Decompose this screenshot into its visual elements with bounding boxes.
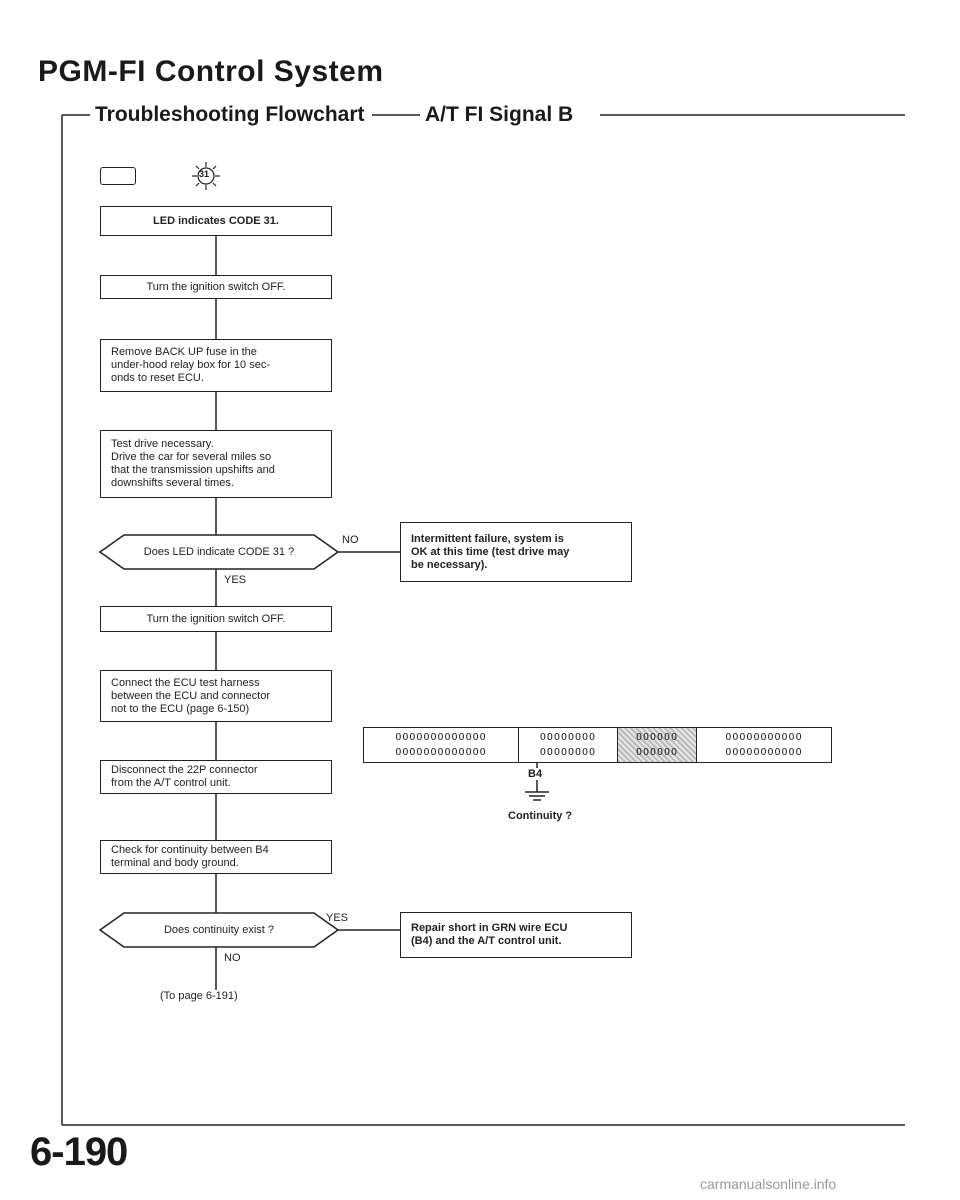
connector-row: OOOOOOOOOOOOO	[395, 732, 487, 743]
step-text: Turn the ignition switch OFF.	[146, 612, 286, 625]
connector-row: OOOOOOOOOOO	[725, 732, 803, 743]
step-text: Test drive necessary. Drive the car for several miles so that the transmission upshifts and downshifts several times.	[111, 438, 275, 489]
step-connect-harness	[100, 670, 332, 722]
decision-1-no-label: NO	[342, 534, 359, 546]
connector-block-4	[696, 727, 832, 763]
connector-row: OOOOOOOO	[539, 732, 597, 743]
connector-block-2	[518, 727, 618, 763]
decision-1-yes-label: YES	[224, 574, 247, 586]
step-led-indicates-code	[100, 206, 332, 236]
step-disconnect-connector	[100, 760, 332, 794]
watermark: carmanualsonline.info	[700, 1176, 837, 1192]
result-intermittent-failure	[400, 522, 632, 582]
page-title: PGM-FI Control System	[38, 55, 384, 88]
step-check-continuity	[100, 840, 332, 874]
decision-2-no-label: NO	[224, 952, 241, 964]
result-text: Repair short in GRN wire ECU (B4) and the A/T control unit.	[411, 922, 568, 947]
connector-row: OOOOOOOO	[539, 747, 597, 758]
terminal-b4-label: B4	[528, 768, 543, 780]
step-text: LED indicates CODE 31.	[153, 214, 279, 227]
continuity-label: Continuity ?	[508, 810, 573, 822]
step-text: Disconnect the 22P connector from the A/T control unit.	[111, 764, 258, 789]
connector-row: OOOOOO	[635, 732, 679, 743]
connector-block-1	[363, 727, 519, 763]
step-test-drive	[100, 430, 332, 498]
connector-row: OOOOOO	[635, 747, 679, 758]
connector-row: OOOOOOOOOOO	[725, 747, 803, 758]
led-indicator-icon	[100, 167, 136, 185]
result-text: Intermittent failure, system is OK at this time (test drive may be necessary).	[411, 532, 570, 571]
connector-row: OOOOOOOOOOOOO	[395, 747, 487, 758]
step-text: Check for continuity between B4 terminal and body ground.	[111, 844, 269, 869]
step-text: Connect the ECU test harness between the ECU and connector not to the ECU (page 6-150)	[111, 676, 270, 715]
step-text: Remove BACK UP fuse in the under-hood relay box for 10 sec- onds to reset ECU.	[111, 346, 270, 384]
code-badge-icon	[192, 162, 220, 190]
step-ignition-off-1	[100, 275, 332, 299]
page-number: 6-190	[30, 1130, 128, 1174]
step-text: Turn the ignition switch OFF.	[146, 280, 286, 293]
step-remove-fuse	[100, 339, 332, 392]
decision-2-yes-label: YES	[326, 912, 349, 924]
decision-text-1: Does LED indicate CODE 31 ?	[143, 546, 295, 558]
step-ignition-off-2	[100, 606, 332, 632]
section-title: Troubleshooting Flowchart	[95, 103, 365, 126]
result-repair-short	[400, 912, 632, 958]
next-page-reference: (To page 6-191)	[160, 990, 238, 1002]
connector-block-3	[617, 727, 697, 763]
code-badge-text: 31	[199, 169, 210, 179]
decision-text-2: Does continuity exist ?	[163, 924, 275, 936]
section-subtitle: A/T FI Signal B	[425, 103, 574, 126]
